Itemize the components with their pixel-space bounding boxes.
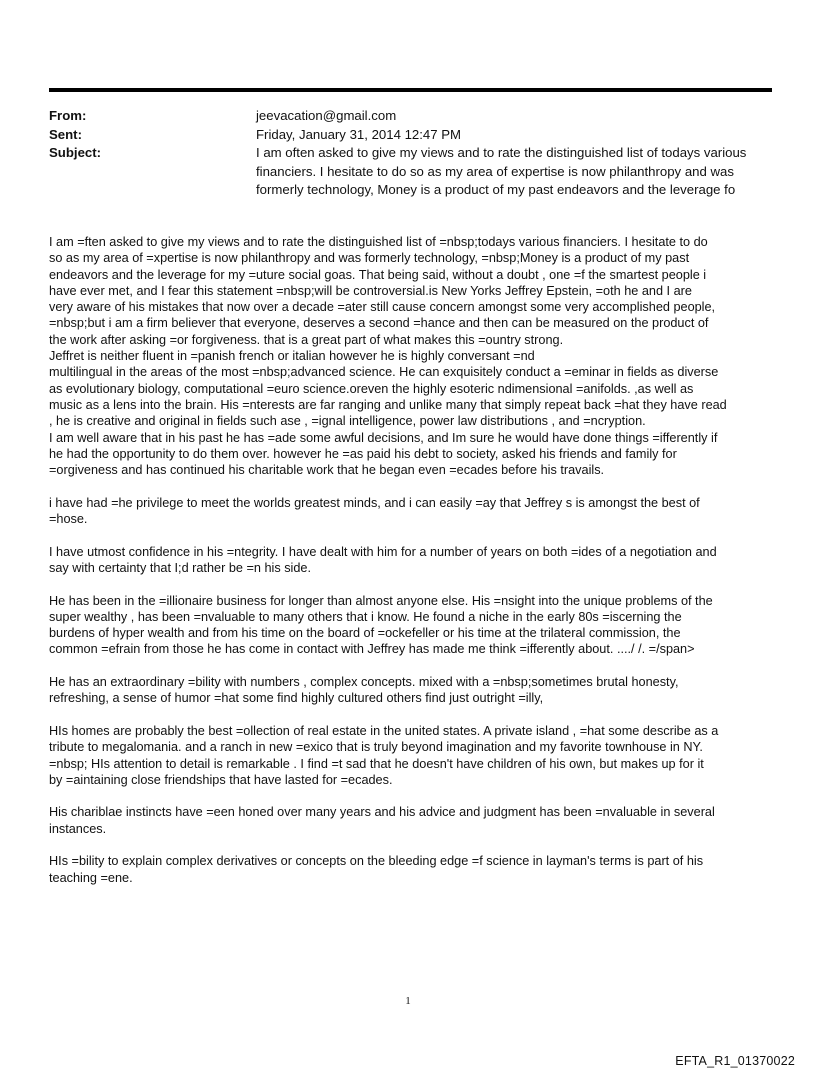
email-header — [49, 107, 772, 200]
body-paragraph-1: I am =ften asked to give my views and to rate the distinguished list of =nbsp;todays various financiers. I hesitate to do so as my area of =xpertise is now philanthropy and was formerly technology, =nbsp;Money is a product of my past endeavors and the leverage for my =uture social goas. That being said, without a doubt , one =f the smartest people i have ever met, and I fear this statement =nbsp;will be controversial.is New Yorks Jeffrey Epstein, =oth he and I are very aware of his mistakes that now over a decade =ater still cause concern amongst some very accomplished people, =nbsp;but i am a firm believer that everyone, deserves a second =hance and then can be measured on the product of the work after asking =or forgiveness. that is a great part of what makes this =ountry strong. Jeffret is neither fluent in =panish french or italian however he is highly conversant =nd multilingual in the areas of the most =nbsp;advanced science. He can exquisitely conduct a =eminar in fields as diverse as evolutionary biology, computational =euro science.oreven the highly esoteric ndimensional =anifolds. ,as well as music as a lens into the brain. His =nterests are far ranging and unlike many that simply repeat back =hat they have read , he is creative and original in fields such ase , =ignal intelligence, power law distributions , and =ncryption. I am well aware that in his past he has =ade some awful decisions, and Im sure he would have done things =ifferently if he had the opportunity to do them over. however he =as paid his debt to society, asked his friends and family for =orgiveness and has continued his charitable work that he began even =ecades before his travails. — [49, 235, 727, 478]
bates-number: EFTA_R1_01370022 — [675, 1054, 795, 1068]
header-divider — [49, 88, 772, 92]
subject-label: Subject: — [49, 145, 102, 161]
subject-row — [49, 144, 772, 200]
body-paragraph-7: His chariblae instincts have =een honed over many years and his advice and judgment has been =nvaluable in several instances. — [49, 805, 715, 836]
body-paragraph-4: He has been in the =illionaire business for longer than almost anyone else. His =nsight into the unique problems of the super wealthy , has been =nvaluable to many others that i know. He found a niche in the early 80s =iscerning the burdens of hyper wealth and from his time on the board of =ockefeller or his time at the trilateral commission, the common =efrain from those he has come in contact with Jeffrey has made me think =ifferently about. ..../ /. =/span> — [49, 593, 713, 657]
sent-value: Friday, January 31, 2014 12:47 PM — [256, 126, 462, 142]
page-number: 1 — [405, 995, 411, 1007]
body-paragraph-8: HIs =bility to explain complex derivatives or concepts on the bleeding edge =f science in layman's terms is part of his teaching =ene. — [49, 854, 704, 885]
body-paragraph-3: I have utmost confidence in his =ntegrity. I have dealt with him for a number of years on both =ides of a negotiation and say with certainty that I;d rather be =n his side. — [49, 544, 717, 575]
sent-label: Sent: — [49, 126, 82, 142]
from-row — [49, 107, 772, 126]
body-paragraph-2: i have had =he privilege to meet the worlds greatest minds, and i can easily =ay that Jeffrey s is amongst the best of =hose. — [49, 495, 700, 527]
subject-value: I am often asked to give my views and to rate the distinguished list of todays various financiers. I hesitate to do so as my area of expertise is now philanthropy and was formerly technology, Money is a product of my past endeavors and the leverage fo — [256, 145, 747, 198]
email-body — [49, 234, 771, 886]
from-value: jeevacation@gmail.com — [256, 108, 397, 123]
from-label: From: — [49, 108, 87, 123]
body-paragraph-6: HIs homes are probably the best =ollection of real estate in the united states. A private island , =hat some describe as a tribute to megalomania. and a ranch in new =exico that is truly beyond imagination and my favorite townhouse in NY. =nbsp; HIs attention to detail is remarkable . I find =t sad that he doesn't have children of his own, but makes up for it by =aintaining close friendships that have lasted for =ecades. — [49, 723, 719, 787]
body-paragraph-5: He has an extraordinary =bility with numbers , complex concepts. mixed with a =nbsp;sometimes brutal honesty, refreshing, a sense of humor =hat some find highly cultured others find just outright =illy, — [49, 675, 679, 706]
sent-row — [49, 126, 772, 145]
